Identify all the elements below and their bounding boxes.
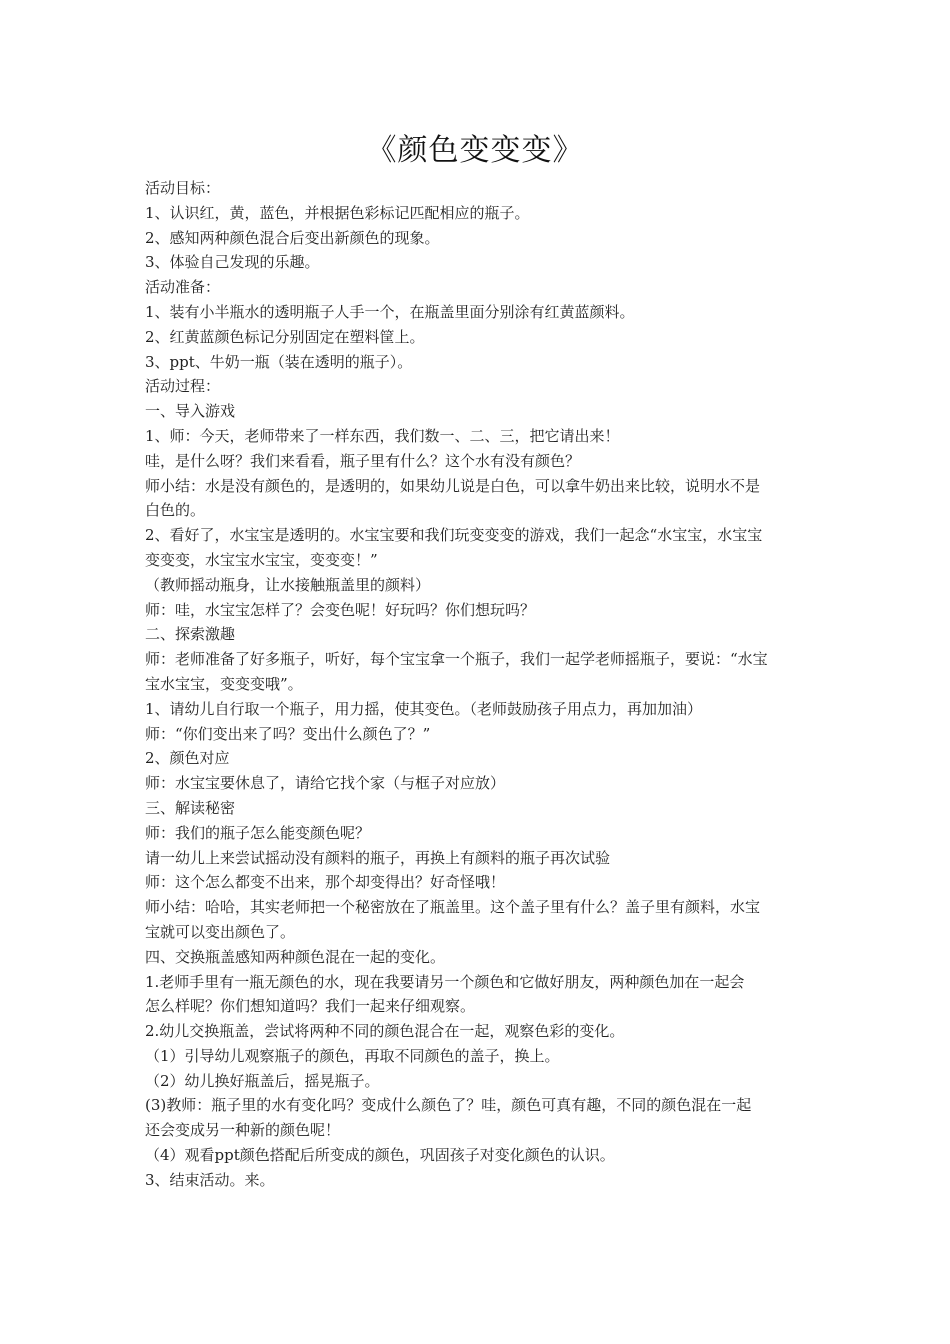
text-line: 2、看好了，水宝宝是透明的。水宝宝要和我们玩变变变的游戏，我们一起念“水宝宝，水宝宝: [145, 526, 763, 545]
text-line: （2）幼儿换好瓶盖后，摇晃瓶子。: [145, 1071, 380, 1090]
text-line: 2、颜色对应: [145, 749, 230, 768]
text-line: 师：老师准备了好多瓶子，听好，每个宝宝拿一个瓶子，我们一起学老师摇瓶子，要说：“水宝: [145, 650, 768, 669]
text-line: 1、师：今天，老师带来了一样东西，我们数一、二、三，把它请出来！: [145, 426, 620, 445]
document-title: 《颜色变变变》: [366, 133, 584, 168]
text-line: （教师摇动瓶身，让水接触瓶盖里的颜料）: [145, 575, 431, 594]
text-line: 还会变成另一种新的颜色呢！: [145, 1121, 341, 1140]
text-line: 1、请幼儿自行取一个瓶子，用力摇，使其变色。（老师鼓励孩子用点力，再加加油）: [145, 699, 703, 718]
text-line: 活动目标：: [145, 179, 221, 197]
text-line: 宝就可以变出颜色了。: [145, 922, 296, 941]
text-line: 3、体验自己发现的乐趣。: [145, 253, 320, 272]
text-line: 宝水宝宝，变变变哦”。: [145, 674, 303, 693]
text-line: 1、装有小半瓶水的透明瓶子人手一个，在瓶盖里面分别涂有红黄蓝颜料。: [145, 302, 635, 321]
text-line: （1）引导幼儿观察瓶子的颜色，再取不同颜色的盖子，换上。: [145, 1046, 560, 1065]
text-line: 哇，是什么呀？我们来看看，瓶子里有什么？这个水有没有颜色？: [145, 451, 581, 470]
text-line: 师小结：哈哈，其实老师把一个秘密放在了瓶盖里。这个盖子里有什么？盖子里有颜料，水宝: [145, 898, 761, 917]
text-line: 一、导入游戏: [145, 402, 236, 421]
text-line: 活动准备：: [145, 278, 221, 297]
text-line: 请一幼儿上来尝试摇动没有颜料的瓶子，再换上有颜料的瓶子再次试验: [145, 848, 611, 867]
text-line: 1、认识红，黄，蓝色，并根据色彩标记匹配相应的瓶子。: [145, 203, 530, 222]
text-line: 怎么样呢？你们想知道吗？我们一起来仔细观察。: [145, 997, 476, 1016]
text-line: 二、探索激趣: [145, 625, 236, 644]
text-line: 师：这个怎么都变不出来，那个却变得出？好奇怪哦！: [145, 873, 506, 892]
text-line: 变变变，水宝宝水宝宝，变变变！”: [145, 550, 378, 569]
text-line: 师：哇，水宝宝怎样了？会变色呢！好玩吗？你们想玩吗？: [145, 600, 536, 619]
document-body: [145, 176, 810, 1193]
text-line: 四、交换瓶盖感知两种颜色混在一起的变化。: [145, 947, 446, 966]
text-line: 三、解读秘密: [145, 798, 236, 817]
text-line: 师：“你们变出来了吗？变出什么颜色了？”: [145, 724, 431, 743]
text-line: 师：水宝宝要休息了，请给它找个家（与框子对应放）: [145, 774, 506, 793]
text-line: （4）观看ppt颜色搭配后所变成的颜色，巩固孩子对变化颜色的认识。: [145, 1146, 615, 1165]
text-line: 2、感知两种颜色混合后变出新颜色的现象。: [145, 228, 440, 247]
text-line: 2、红黄蓝颜色标记分别固定在塑料筐上。: [145, 327, 425, 346]
text-line: 白色的。: [145, 501, 206, 520]
text-line: 师：我们的瓶子怎么能变颜色呢？: [145, 823, 371, 842]
text-line: 活动过程：: [145, 377, 221, 396]
text-line: (3)教师：瓶子里的水有变化吗？变成什么颜色了？哇，颜色可真有趣，不同的颜色混在一起: [145, 1096, 752, 1115]
text-line: 3、ppt、牛奶一瓶（装在透明的瓶子）。: [145, 352, 413, 371]
text-line: 1.老师手里有一瓶无颜色的水，现在我要请另一个颜色和它做好朋友，两种颜色加在一起会: [145, 972, 745, 991]
text-line: 师小结：水是没有颜色的，是透明的，如果幼儿说是白色，可以拿牛奶出来比较，说明水不是: [145, 476, 761, 495]
text-line: 2.幼儿交换瓶盖，尝试将两种不同的颜色混合在一起，观察色彩的变化。: [145, 1022, 625, 1041]
text-line: 3、结束活动。来。: [145, 1170, 275, 1189]
